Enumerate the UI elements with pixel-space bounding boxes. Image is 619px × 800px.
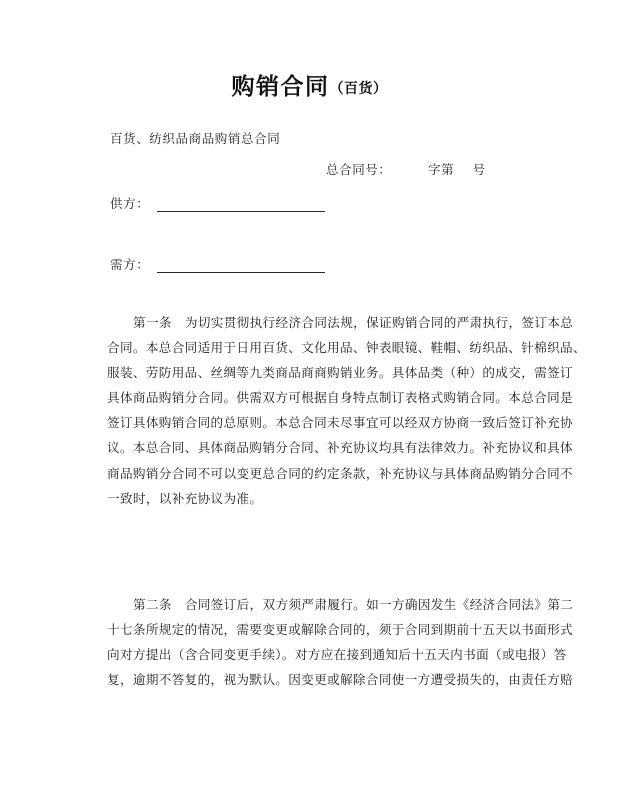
article-one-line: 签订具体购销合同的总原则。本总合同未尽事宜可以经双方协商一致后签订补充协 [107, 415, 573, 431]
supplier-blank-line[interactable] [157, 197, 325, 212]
article-one-line: 服装、劳防用品、丝绸等九类商品商商购销业务。具体品类（种）的成交，需签订 [107, 365, 573, 381]
article-one-block [107, 310, 586, 511]
article-two-block [107, 592, 574, 692]
document-subtitle: 百货、纺织品商品购销总合同 [110, 131, 281, 146]
page-title [0, 68, 619, 101]
article-one-line: 合同。本总合同适用于日用百货、文化用品、钟表眼镜、鞋帽、纺织品、针棉织品、 [107, 340, 586, 356]
article-two-line: 向对方提出（含合同变更手续）。对方应在接到通知后十五天内书面（或电报）答 [107, 647, 567, 663]
article-one-line: 具体商品购销分合同。供需双方可根据自身特点制订表格式购销合同。本总合同是 [107, 390, 573, 406]
article-one-line: 议。本总合同、具体商品购销分合同、补充协议均具有法律效力。补充协议和具体 [107, 440, 573, 456]
contract-number-line: 总合同号： 字第 号 [326, 162, 486, 177]
buyer-blank-line[interactable] [157, 258, 325, 273]
page-title-parenthetical: （百货） [329, 81, 388, 97]
article-two-line: 第二条 合同签订后，双方须严肃履行。如一方确因发生《经济合同法》第二 [133, 597, 574, 612]
buyer-label: 需方： [110, 257, 150, 272]
article-one-line: 商品购销分合同不可以变更总合同的约定条款，补充协议与具体商品购销分合同不 [107, 465, 573, 481]
article-two-line: 复，逾期不答复的，视为默认。因变更或解除合同使一方遭受损失的，由责任方赔 [107, 672, 573, 688]
buyer-field-row [110, 255, 325, 273]
article-two-line: 十七条所规定的情况，需要变更或解除合同的，须于合同到期前十五天以书面形式 [107, 622, 573, 638]
supplier-label: 供方： [110, 196, 150, 211]
article-one-line: 第一条 为切实贯彻执行经济合同法规，保证购销合同的严肃执行，签订本总 [133, 315, 574, 330]
page-title-main: 购销合同 [231, 74, 330, 100]
article-one-line: 一致时，以补充协议为准。 [107, 490, 263, 506]
supplier-field-row [110, 194, 325, 212]
